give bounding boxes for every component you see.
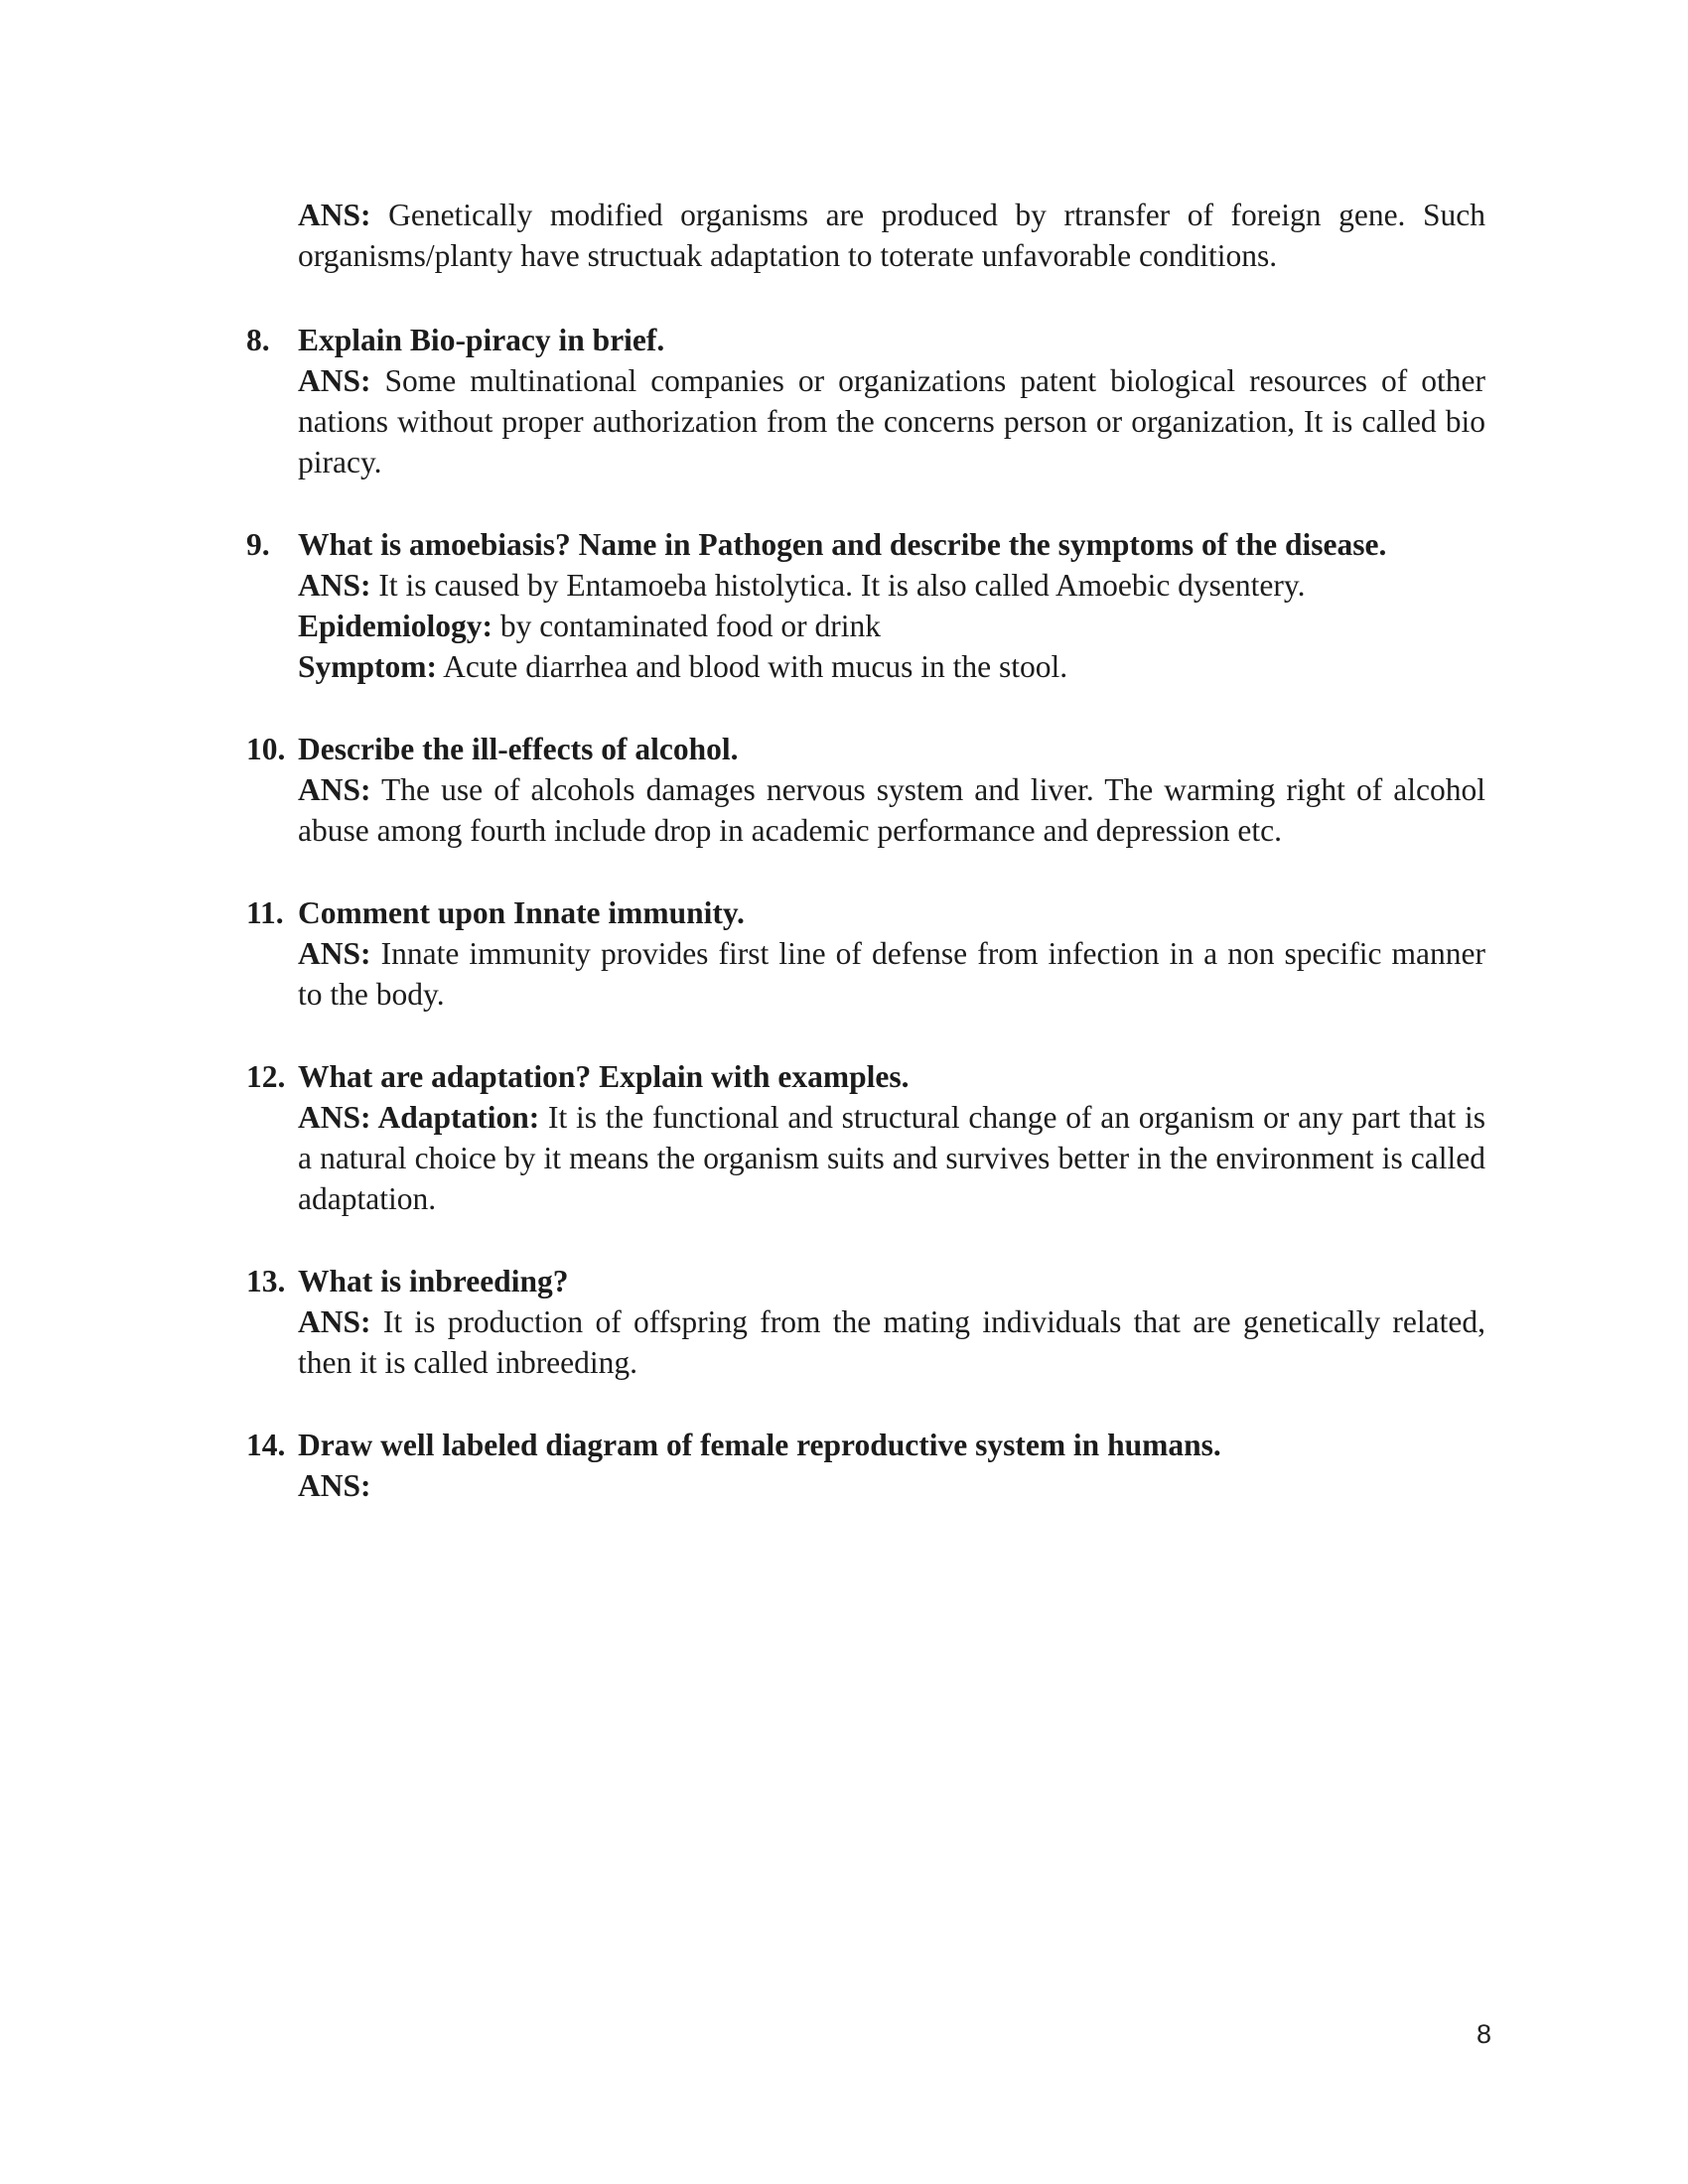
question-10 [246, 729, 1487, 769]
answer-14 [298, 1465, 1485, 1506]
question-text: What is inbreeding? [298, 1264, 569, 1298]
answer-text: Some multinational companies or organizations patent biological resources of other nations without proper authorization from the concerns person or organization, It is called bio piracy. [298, 363, 1485, 479]
answer-label: ANS: [298, 198, 371, 232]
question-11 [246, 892, 1487, 933]
symptom-line [298, 646, 1485, 687]
answer-label: ANS: [298, 1468, 371, 1503]
question-number: 14. [246, 1428, 286, 1462]
question-13 [246, 1261, 1487, 1301]
answer-text: It is production of offspring from the mating individuals that are genetically related, then it is called inbreeding. [298, 1304, 1485, 1380]
symptom-text: Acute diarrhea and blood with mucus in the stool. [443, 649, 1068, 684]
question-number: 12. [246, 1059, 286, 1094]
question-number: 10. [246, 732, 286, 766]
question-9 [246, 524, 1487, 565]
answer-text: It is the functional and structural change of an organism or any part that is a natural choice by it means the organism suits and survives better in the environment is called adaptation. [298, 1100, 1485, 1216]
answer-label: ANS: [298, 1304, 371, 1339]
page-number: 8 [1476, 2019, 1491, 2049]
epidemiology-label: Epidemiology: [298, 609, 493, 643]
answer-label: ANS: [298, 363, 371, 398]
answer-line [298, 565, 1485, 606]
question-text: Draw well labeled diagram of female reproductive system in humans. [298, 1428, 1221, 1462]
question-14 [246, 1425, 1487, 1465]
intro-answer [298, 195, 1485, 276]
answer-label: ANS: [298, 772, 371, 807]
question-number: 9. [246, 527, 270, 562]
question-text: Describe the ill-effects of alcohol. [298, 732, 739, 766]
question-number: 13. [246, 1264, 286, 1298]
answer-label: ANS: [298, 568, 371, 603]
epidemiology-line [298, 606, 1485, 646]
answer-text: Innate immunity provides first line of defense from infection in a non specific manner to the body. [298, 936, 1486, 1012]
question-number: 11. [246, 895, 284, 930]
epidemiology-text: by contaminated food or drink [499, 609, 882, 643]
question-text: What is amoebiasis? Name in Pathogen and describe the symptoms of the disease. [298, 527, 1387, 562]
answer-label: ANS: [298, 936, 371, 971]
answer-12 [298, 1097, 1485, 1219]
question-12 [246, 1056, 1487, 1097]
question-number: 8. [246, 323, 270, 357]
answer-10 [298, 769, 1485, 851]
symptom-label: Symptom: [298, 649, 437, 684]
answer-label: ANS: Adaptation: [298, 1100, 540, 1135]
answer-11 [298, 933, 1485, 1015]
answer-text: The use of alcohols damages nervous system and liver. The warming right of alcohol abuse among fourth include drop in academic performance and depression etc. [298, 772, 1486, 848]
question-text: Explain Bio-piracy in brief. [298, 323, 665, 357]
answer-9 [298, 565, 1485, 687]
answer-text: Genetically modified organisms are produced by rtransfer of foreign gene. Such organisms/planty have structuak adaptation to toterate unfavorable conditions. [298, 198, 1485, 273]
answer-13 [298, 1301, 1485, 1383]
question-text: Comment upon Innate immunity. [298, 895, 745, 930]
answer-8 [298, 360, 1485, 482]
answer-text: It is caused by Entamoeba histolytica. It is also called Amoebic dysentery. [378, 568, 1306, 603]
question-text: What are adaptation? Explain with examples. [298, 1059, 910, 1094]
question-8 [246, 320, 1487, 360]
